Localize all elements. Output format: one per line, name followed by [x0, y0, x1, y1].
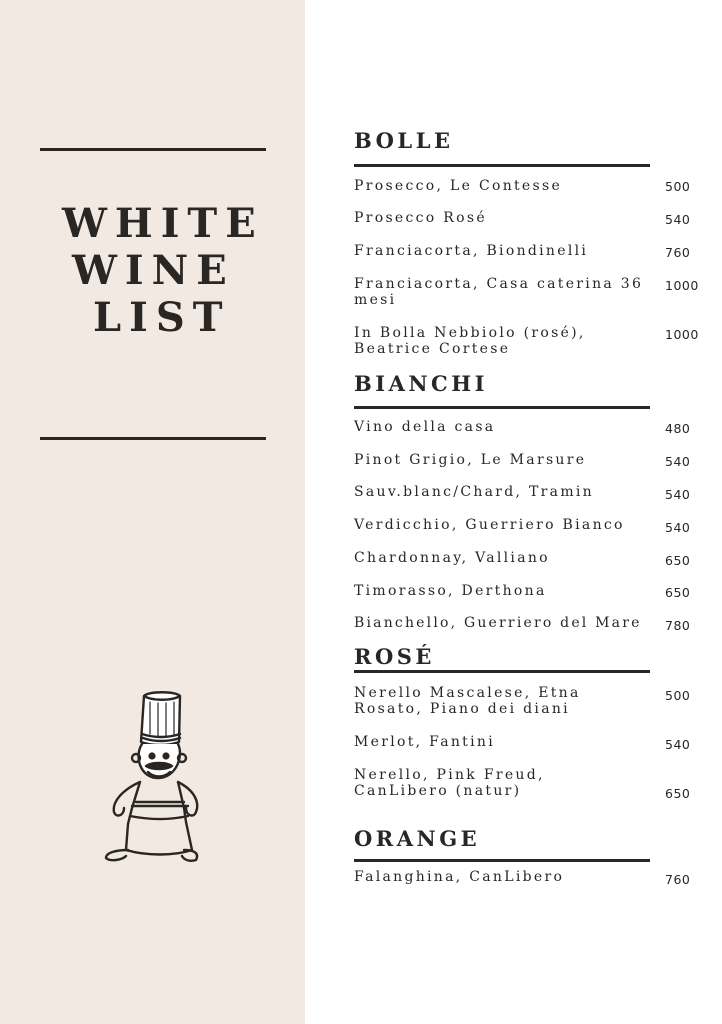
wine-price: 500 — [665, 179, 691, 194]
section-title-bianchi: BIANCHI — [354, 371, 488, 396]
title-line-1: WHITE — [62, 200, 264, 247]
wine-name: Vino della casa — [354, 419, 496, 435]
wine-price: 540 — [665, 454, 691, 469]
wine-price: 500 — [665, 688, 691, 703]
wine-price: 1000 — [665, 278, 699, 293]
wine-price: 540 — [665, 487, 691, 502]
section-rule-bolle — [354, 164, 650, 167]
wine-name: In Bolla Nebbiolo (rosé), Beatrice Cortese — [354, 325, 586, 357]
wine-price: 650 — [665, 786, 691, 801]
wine-name: Merlot, Fantini — [354, 734, 495, 750]
wine-name: Prosecco Rosé — [354, 210, 487, 226]
wine-name: Bianchello, Guerriero del Mare — [354, 615, 642, 631]
wine-name: Falanghina, CanLibero — [354, 869, 565, 885]
section-rule-bianchi — [354, 406, 650, 409]
wine-price: 1000 — [665, 327, 699, 342]
section-title-orange: ORANGE — [354, 826, 481, 851]
wine-price: 540 — [665, 520, 691, 535]
section-title-rose: ROSÉ — [354, 644, 435, 669]
wine-name: Timorasso, Derthona — [354, 583, 547, 599]
wine-price: 480 — [665, 421, 691, 436]
wine-name: Verdicchio, Guerriero Bianco — [354, 517, 625, 533]
title-line-3: LIST — [93, 294, 231, 341]
wine-name: Pinot Grigio, Le Marsure — [354, 452, 587, 468]
wine-price: 760 — [665, 245, 691, 260]
wine-name: Franciacorta, Casa caterina 36 mesi — [354, 276, 644, 308]
sidebar-panel — [0, 0, 305, 1024]
wine-price: 650 — [665, 585, 691, 600]
section-rule-rose — [354, 670, 650, 673]
wine-name: Prosecco, Le Contesse — [354, 178, 563, 194]
chef-illustration-icon — [96, 690, 208, 868]
wine-price: 650 — [665, 553, 691, 568]
wine-name: Franciacorta, Biondinelli — [354, 243, 589, 259]
sidebar-top-rule — [40, 148, 266, 151]
wine-price: 540 — [665, 737, 691, 752]
wine-name: Nerello Mascalese, Etna Rosato, Piano dei diani — [354, 685, 581, 717]
sidebar-bottom-rule — [40, 437, 266, 440]
wine-price: 760 — [665, 872, 691, 887]
wine-price: 780 — [665, 618, 691, 633]
section-title-bolle: BOLLE — [354, 128, 454, 153]
section-rule-orange — [354, 859, 650, 862]
wine-price: 540 — [665, 212, 691, 227]
title-line-2: WINE — [72, 247, 235, 294]
wine-name: Chardonnay, Valliano — [354, 550, 550, 566]
wine-name: Nerello, Pink Freud, CanLibero (natur) — [354, 767, 545, 799]
wine-name: Sauv.blanc/Chard, Tramin — [354, 484, 594, 500]
